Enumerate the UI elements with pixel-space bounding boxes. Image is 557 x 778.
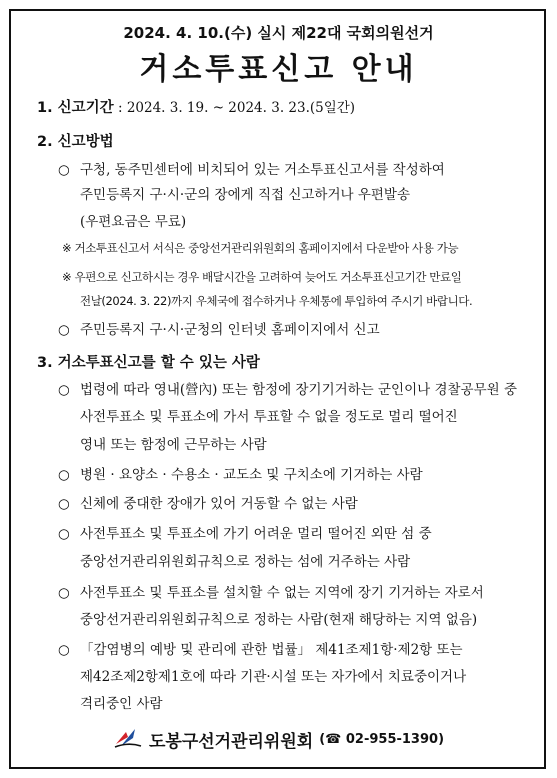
bullet-circle: ○: [58, 382, 70, 398]
election-subtitle: 2024. 4. 10.(수) 실시 제22대 국회의원선거: [123, 24, 434, 42]
eligibility-item-4-line-1: ○ 사전투표소 및 투표소에 가기 어려운 멀리 떨어진 외딴 섬 중: [58, 526, 432, 542]
method-note-2-line-2: 전날(2024. 3. 22)까지 우체국에 접수하거나 우체통에 투입하여 주시기 바랍니다.: [80, 294, 473, 308]
method-note-1: ※ 거소투표신고서 서식은 중앙선거관리위원회의 홈페이지에서 다운받아 사용 가능: [62, 241, 459, 255]
note-mark: ※: [62, 270, 72, 284]
eligibility-item-2: ○ 병원 · 요양소 · 수용소 · 교도소 및 구치소에 기거하는 사람: [58, 467, 423, 483]
page-title: 거소투표신고 안내: [139, 52, 418, 87]
bullet-circle: ○: [58, 162, 70, 178]
organization-name: 도봉구선거관리위원회: [148, 731, 314, 752]
eligibility-item-6-line-2: 제42조제2항제1호에 따라 기관·시설 또는 자가에서 치료중이거나: [80, 669, 467, 685]
section-eligibility-heading: 3. 거소투표신고를 할 수 있는 사람: [37, 355, 260, 371]
section-period-heading: 1. 신고기간: [37, 100, 114, 116]
eligibility-item-4-line-2: 중앙선거관리위원회규칙으로 정하는 섬에 거주하는 사람: [80, 554, 411, 570]
method-note-2-line-1: ※ 우편으로 신고하시는 경우 배달시간을 고려하여 늦어도 거소투표신고기간 만료일: [62, 270, 462, 284]
bullet-circle: ○: [58, 322, 70, 338]
election-commission-logo-icon: [113, 724, 143, 754]
eligibility-item-6-line-1: ○ 「감염병의 예방 및 관리에 관한 법률」 제41조제1항·제2항 또는: [58, 642, 463, 658]
eligibility-item-1-line-1: ○ 법령에 따라 영내(營內) 또는 함정에 장기기거하는 군인이나 경찰공무원 중: [58, 382, 518, 398]
bullet-circle: ○: [58, 642, 70, 658]
eligibility-item-5-line-2: 중앙선거관리위원회규칙으로 정하는 사람(현재 해당하는 지역 없음): [80, 612, 478, 628]
eligibility-item-1-line-3: 영내 또는 함정에 근무하는 사람: [80, 437, 267, 453]
note-mark: ※: [62, 241, 72, 255]
bullet-circle: ○: [58, 585, 70, 601]
bullet-circle: ○: [58, 496, 70, 512]
eligibility-item-3: ○ 신체에 중대한 장애가 있어 거동할 수 없는 사람: [58, 496, 358, 512]
footer: [0, 724, 557, 754]
section-period: [37, 96, 557, 117]
section-method-heading: 2. 신고방법: [37, 134, 114, 150]
eligibility-item-1-line-2: 사전투표소 및 투표소에 가서 투표할 수 없을 정도로 멀리 떨어진: [80, 409, 458, 425]
contact-phone: (☎ 02-955-1390): [319, 731, 445, 747]
method-item-1-line-3: (우편요금은 무료): [80, 214, 187, 230]
period-value: : 2024. 3. 19. ~ 2024. 3. 23.(5일간): [113, 100, 356, 116]
eligibility-item-5-line-1: ○ 사전투표소 및 투표소를 설치할 수 없는 지역에 장기 기거하는 자로서: [58, 585, 484, 601]
method-item-1-line-2: 주민등록지 구·시·군의 장에게 직접 신고하거나 우편발송: [80, 187, 410, 203]
bullet-circle: ○: [58, 467, 70, 483]
bullet-circle: ○: [58, 526, 70, 542]
method-item-1-line-1: ○ 구청, 동주민센터에 비치되어 있는 거소투표신고서를 작성하여: [58, 162, 445, 178]
method-item-2: ○ 주민등록지 구·시·군청의 인터넷 홈페이지에서 신고: [58, 322, 380, 338]
eligibility-item-6-line-3: 격리중인 사람: [80, 696, 163, 712]
